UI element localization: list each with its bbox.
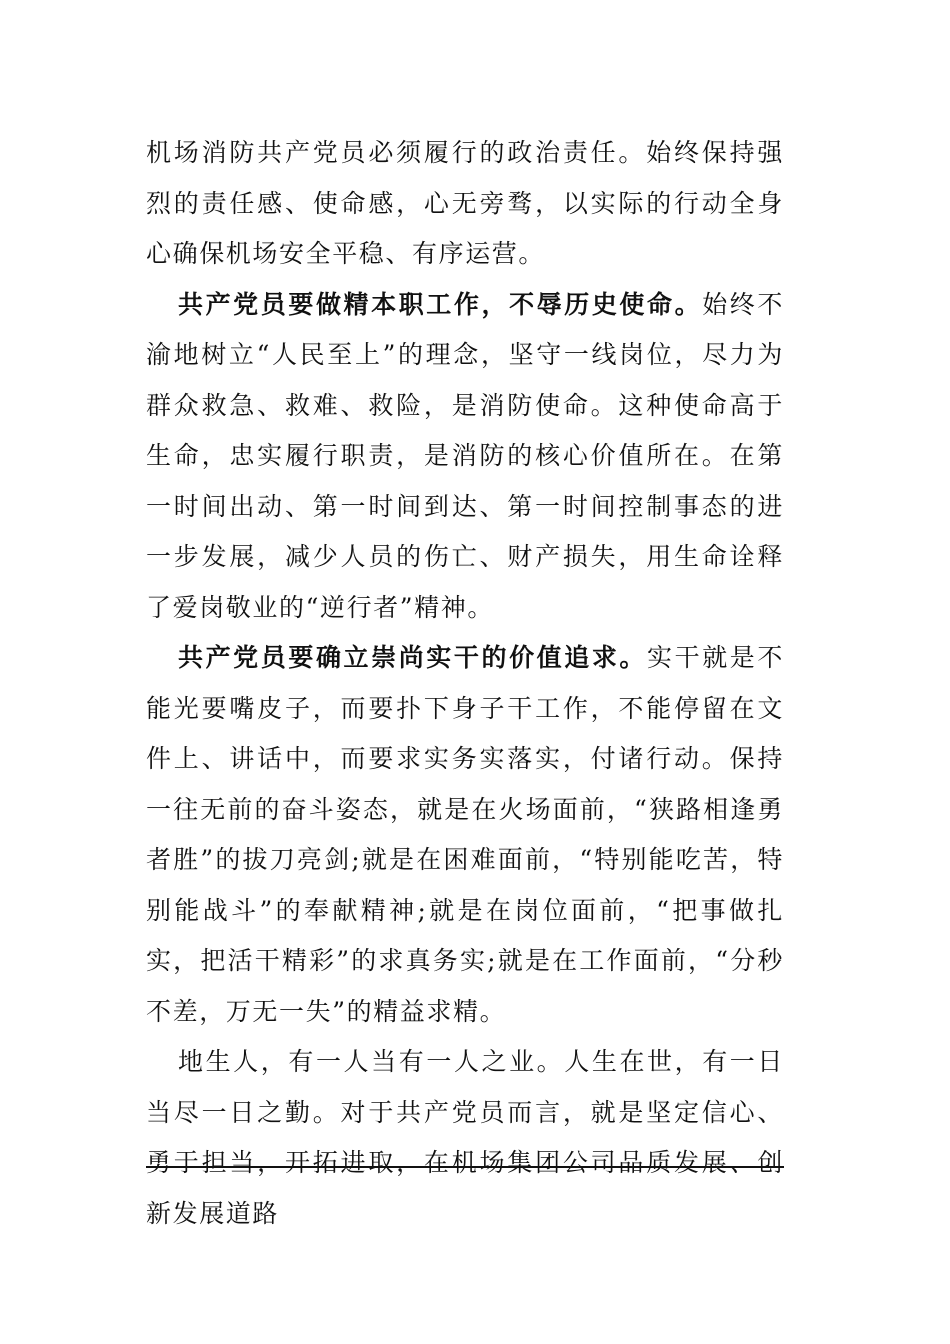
paragraph-text: 实干就是不能光要嘴皮子，而要扑下身子干工作，不能停留在文件上、讲话中，而要求实务实落实，付诸行动。保持一往无前的奋斗姿态，就是在火场面前，“狭路相逢勇者胜”的拔刀亮剑;就是在困难面前，“特别能吃苦，特别能战斗”的奉献精神;就是在岗位面前，“把事做扎实，把活干精彩”的求真务实;就是在工作面前，“分秒不差，万无一失”的精益求精。 bbox=[146, 643, 784, 1026]
paragraph-text: 地生人，有一人当有一人之业。人生在世，有一日当尽一日之勤。对于共产党员而言，就是坚定信心、勇于担当，开拓进取，在机场集团公司品质发展、创新发展道路 bbox=[146, 1047, 784, 1228]
paragraph-heading: 共产党员要做精本职工作，不辱历史使命。 bbox=[178, 289, 703, 319]
paragraph-continuation bbox=[146, 128, 784, 280]
paragraph-text: 机场消防共产党员必须履行的政治责任。始终保持强烈的责任感、使命感，心无旁骛，以实际的行动全身心确保机场安全平稳、有序运营。 bbox=[146, 138, 784, 268]
footer-divider bbox=[146, 1166, 784, 1168]
document-body bbox=[146, 128, 784, 1239]
paragraph-duty bbox=[146, 280, 784, 634]
paragraph-closing bbox=[146, 1037, 784, 1239]
paragraph-text: 始终不渝地树立“人民至上”的理念，坚守一线岗位，尽力为群众救急、救难、救险，是消防使命。这种使命高于生命，忠实履行职责，是消防的核心价值所在。在第一时间出动、第一时间到达、第一时间控制事态的进一步发展，减少人员的伤亡、财产损失，用生命诠释了爱岗敬业的“逆行者”精神。 bbox=[146, 289, 784, 622]
paragraph-heading: 共产党员要确立崇尚实干的价值追求。 bbox=[178, 643, 648, 672]
paragraph-pragmatism bbox=[146, 633, 784, 1037]
